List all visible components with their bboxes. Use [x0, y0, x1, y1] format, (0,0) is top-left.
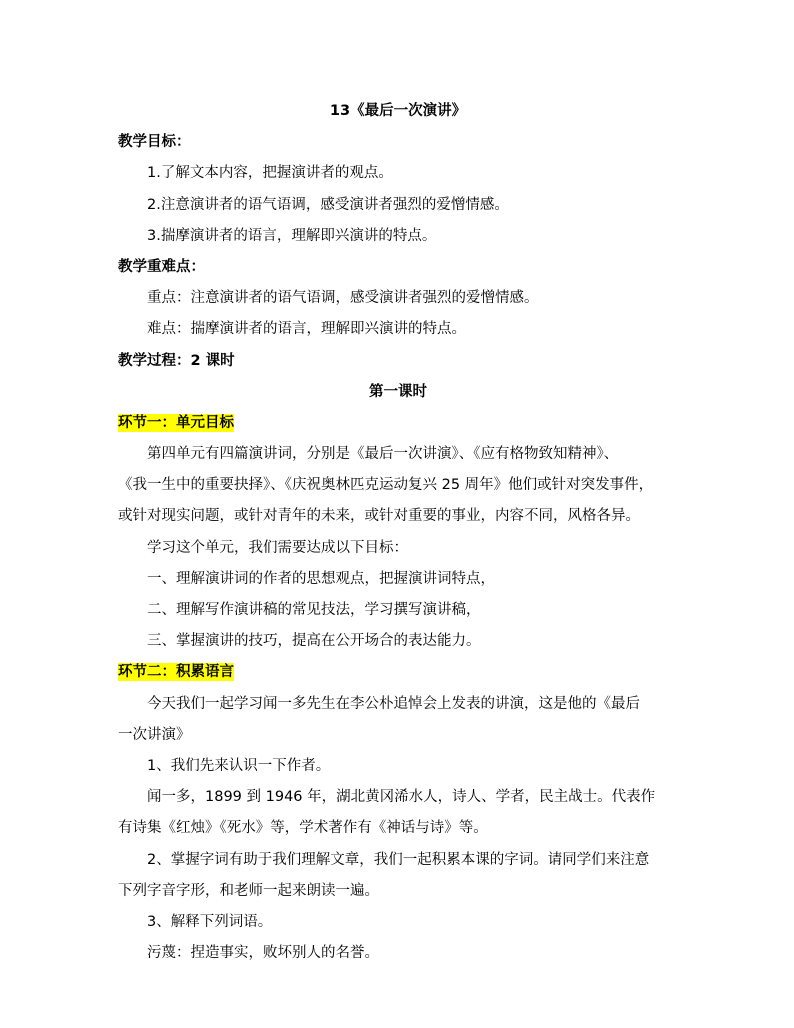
paragraph-line: 闻一多，1899 到 1946 年，湖北黄冈浠水人，诗人、学者，民主战士。代表作	[147, 789, 656, 806]
paragraph-line: 三、掌握演讲的技巧，提高在公开场合的表达能力。	[147, 633, 481, 650]
paragraph-line: 第四单元有四篇演讲词，分别是《最后一次讲演》、《应有格物致知精神》、	[147, 446, 619, 463]
paragraph-line: 有诗集《红烛》《死水》等，学术著作有《神话与诗》等。	[118, 820, 488, 837]
goals-heading: 教学目标：	[118, 134, 191, 151]
paragraph-line: 《我一生中的重要抉择》、《庆祝奥林匹克运动复兴 25 周年》他们或针对突发事件，	[118, 477, 654, 494]
paragraph-line: 今天我们一起学习闻一多先生在李公朴追悼会上发表的讲演，这是他的《最后	[147, 695, 640, 712]
goal-item: 1.了解文本内容，把握演讲者的观点。	[147, 165, 393, 182]
process-heading: 教学过程：2 课时	[118, 352, 235, 369]
section1-heading: 环节一：单元目标	[118, 414, 234, 431]
section-heading-row	[118, 408, 678, 439]
paragraph-line: 学习这个单元，我们需要达成以下目标：	[147, 539, 408, 556]
keypoints-heading: 教学重难点：	[118, 258, 205, 275]
section-heading-row	[118, 657, 678, 688]
document-body	[118, 96, 678, 969]
paragraph-line: 一次讲演》	[118, 726, 191, 743]
paragraph-line: 二、理解写作演讲稿的常见技法，学习撰写演讲稿，	[147, 602, 481, 618]
paragraph-line: 2、掌握字词有助于我们理解文章，我们一起积累本课的字词。请同学们来注意	[147, 851, 650, 868]
document-title: 13《最后一次演讲》	[329, 103, 467, 119]
goal-item: 3.揣摩演讲者的语言，理解即兴演讲的特点。	[147, 227, 437, 244]
goal-item: 2.注意演讲者的语气语调，感受演讲者强烈的爱憎情感。	[147, 196, 509, 213]
keypoint-item: 重点：注意演讲者的语气语调，感受演讲者强烈的爱憎情感。	[147, 290, 539, 307]
keypoint-item: 难点：揣摩演讲者的语言，理解即兴演讲的特点。	[147, 321, 466, 338]
lesson-heading: 第一课时	[369, 383, 427, 400]
section2-heading: 环节二：积累语言	[118, 664, 234, 681]
paragraph-line: 3、解释下列词语。	[147, 913, 273, 930]
paragraph-line: 一、理解演讲词的作者的思想观点，把握演讲词特点，	[147, 570, 495, 587]
paragraph-line: 或针对现实问题，或针对青年的未来，或针对重要的事业，内容不同，风格各异。	[118, 508, 640, 525]
paragraph-line: 1、我们先来认识一下作者。	[147, 757, 331, 774]
paragraph-line: 下列字音字形，和老师一起来朗读一遍。	[118, 882, 379, 899]
paragraph-line: 污蔑：捏造事实，败坏别人的名誉。	[147, 945, 379, 962]
